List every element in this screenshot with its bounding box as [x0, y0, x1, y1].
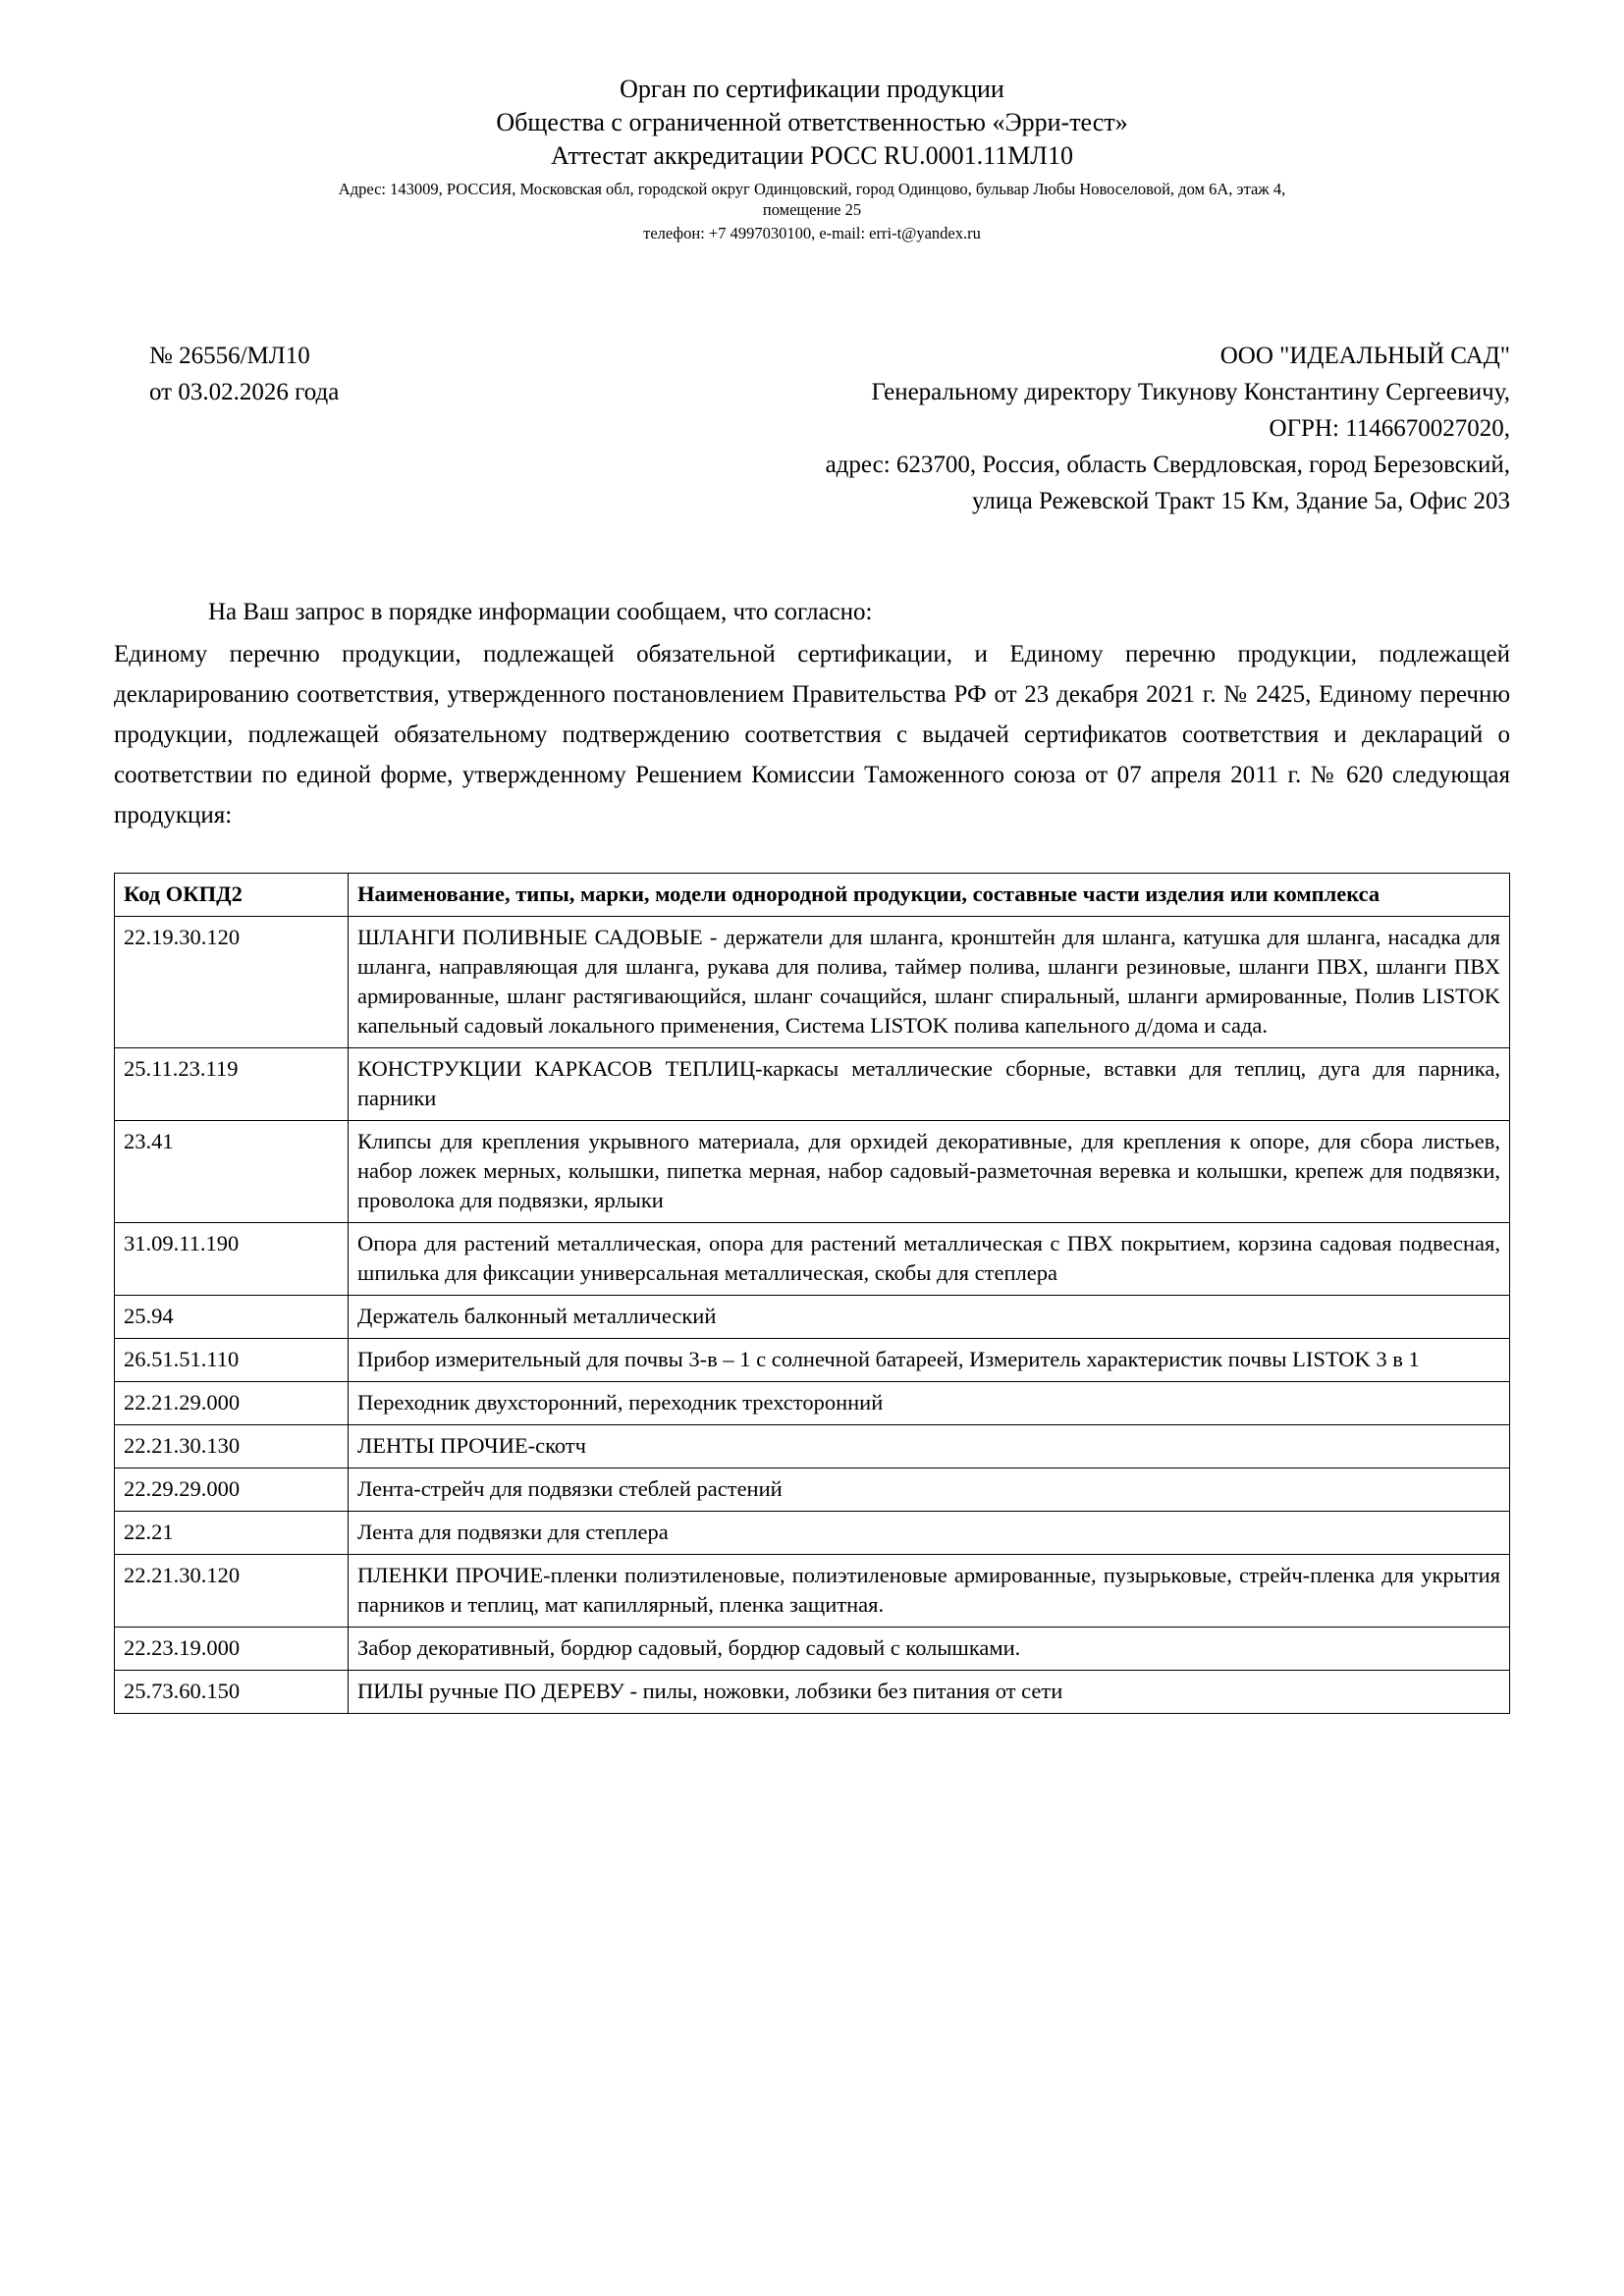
cell-code: 25.73.60.150 [115, 1671, 349, 1714]
cell-name: Клипсы для крепления укрывного материала, для орхидей декоративные, для крепления к опоре, для сбора листьев, набор ложек мерных, колышки, пипетка мерная, набор садовый-разметочная веревка и колышки, крепеж для подвязки, проволока для подвязки, ярлыки [349, 1121, 1510, 1223]
cell-code: 22.29.29.000 [115, 1468, 349, 1512]
header-line-2: Общества с ограниченной ответственностью «Эрри-тест» [496, 108, 1128, 136]
cell-code: 22.19.30.120 [115, 917, 349, 1048]
recipient-address: адрес: 623700, Россия, область Свердловская, город Березовский, улица Режевской Тракт 15 Км, Здание 5а, Офис 203 [825, 452, 1510, 514]
table-row [115, 1339, 1510, 1382]
recipient-company: ООО "ИДЕАЛЬНЫЙ САД" [1219, 343, 1510, 369]
cell-name: Лента для подвязки для степлера [349, 1512, 1510, 1555]
header-contacts: телефон: +7 4997030100, e-mail: erri-t@yandex.ru [643, 224, 981, 242]
document-header [114, 73, 1510, 243]
column-header-code: Код ОКПД2 [115, 874, 349, 917]
recipient-ogrn: ОГРН: 1146670027020, [1269, 415, 1510, 442]
table-row [115, 1223, 1510, 1296]
table-row [115, 1121, 1510, 1223]
column-header-name: Наименование, типы, марки, модели однородной продукции, составные части изделия или комплекса [349, 874, 1510, 917]
header-line-1: Орган по сертификации продукции [620, 75, 1004, 103]
cell-code: 23.41 [115, 1121, 349, 1223]
table-row [115, 1468, 1510, 1512]
letter-intro: На Ваш запрос в порядке информации сообщаем, что согласно: [208, 599, 873, 625]
header-address-continued: помещение 25 [762, 200, 862, 219]
letter-meta [114, 338, 1510, 519]
header-address: Адрес: 143009, РОССИЯ, Московская обл, городской округ Одинцовский, город Одинцово, бульвар Любы Новоселовой, дом 6А, этаж 4, [338, 180, 1286, 198]
letter-reference [114, 338, 526, 410]
cell-name: Лента-стрейч для подвязки стеблей растений [349, 1468, 1510, 1512]
cell-name: Прибор измерительный для почвы 3-в – 1 с солнечной батареей, Измеритель характеристик почвы LISTOK 3 в 1 [349, 1339, 1510, 1382]
cell-name: Опора для растений металлическая, опора для растений металлическая с ПВХ покрытием, корзина садовая подвесная, шпилька для фиксации универсальная металлическая, скобы для степлера [349, 1223, 1510, 1296]
cell-code: 22.21.30.120 [115, 1555, 349, 1628]
cell-code: 22.21.29.000 [115, 1382, 349, 1425]
cell-name: Переходник двухсторонний, переходник трехсторонний [349, 1382, 1510, 1425]
table-row [115, 1296, 1510, 1339]
table-row [115, 1048, 1510, 1121]
letter-paragraph: Единому перечню продукции, подлежащей обязательной сертификации, и Единому перечню продукции, подлежащей декларированию соответствия, утвержденного постановлением Правительства РФ от 23 декабря 2021 г. № 2425, Единому перечню продукции, подлежащей обязательному подтверждению соответствия с выдачей сертификатов соответствия и деклараций о соответствии по единой форме, утвержденному Решением Комиссии Таможенного союза от 07 апреля 2011 г. № 620 следующая продукция: [114, 641, 1510, 828]
letter-number: № 26556/МЛ10 [149, 343, 310, 369]
cell-name: ПЛЕНКИ ПРОЧИЕ-пленки полиэтиленовые, полиэтиленовые армированные, пузырьковые, стрейч-пленка для укрытия парников и теплиц, мат капиллярный, пленка защитная. [349, 1555, 1510, 1628]
table-row [115, 1628, 1510, 1671]
cell-code: 25.94 [115, 1296, 349, 1339]
recipient-person: Генеральному директору Тикунову Константину Сергеевичу, [871, 379, 1510, 405]
table-row [115, 1382, 1510, 1425]
cell-name: Держатель балконный металлический [349, 1296, 1510, 1339]
cell-name: ЛЕНТЫ ПРОЧИЕ-скотч [349, 1425, 1510, 1468]
cell-code: 26.51.51.110 [115, 1339, 349, 1382]
letter-recipient [784, 338, 1510, 519]
table-row [115, 917, 1510, 1048]
cell-name: ШЛАНГИ ПОЛИВНЫЕ САДОВЫЕ - держатели для шланга, кронштейн для шланга, катушка для шланга, насадка для шланга, направляющая для шланга, рукава для полива, таймер полива, шланги резиновые, шланги ПВХ, шланги ПВХ армированные, шланг растягивающийся, шланг сочащийся, шланг спиральный, шланги армированные, Полив LISTOK капельный садовый локального применения, Система LISTOK полива капельного д/дома и сада. [349, 917, 1510, 1048]
cell-code: 22.23.19.000 [115, 1628, 349, 1671]
cell-code: 22.21.30.130 [115, 1425, 349, 1468]
products-table [114, 873, 1510, 1714]
table-row [115, 1425, 1510, 1468]
table-header-row [115, 874, 1510, 917]
cell-code: 25.11.23.119 [115, 1048, 349, 1121]
cell-name: КОНСТРУКЦИИ КАРКАСОВ ТЕПЛИЦ-каркасы металлические сборные, вставки для теплиц, дуга для парника, парники [349, 1048, 1510, 1121]
cell-code: 22.21 [115, 1512, 349, 1555]
table-row [115, 1555, 1510, 1628]
table-row [115, 1671, 1510, 1714]
header-accreditation: Аттестат аккредитации РОСС RU.0001.11МЛ10 [551, 141, 1073, 170]
cell-code: 31.09.11.190 [115, 1223, 349, 1296]
table-row [115, 1512, 1510, 1555]
cell-name: Забор декоративный, бордюр садовый, бордюр садовый с колышками. [349, 1628, 1510, 1671]
letter-date: от 03.02.2026 года [149, 379, 340, 405]
cell-name: ПИЛЫ ручные ПО ДЕРЕВУ - пилы, ножовки, лобзики без питания от сети [349, 1671, 1510, 1714]
